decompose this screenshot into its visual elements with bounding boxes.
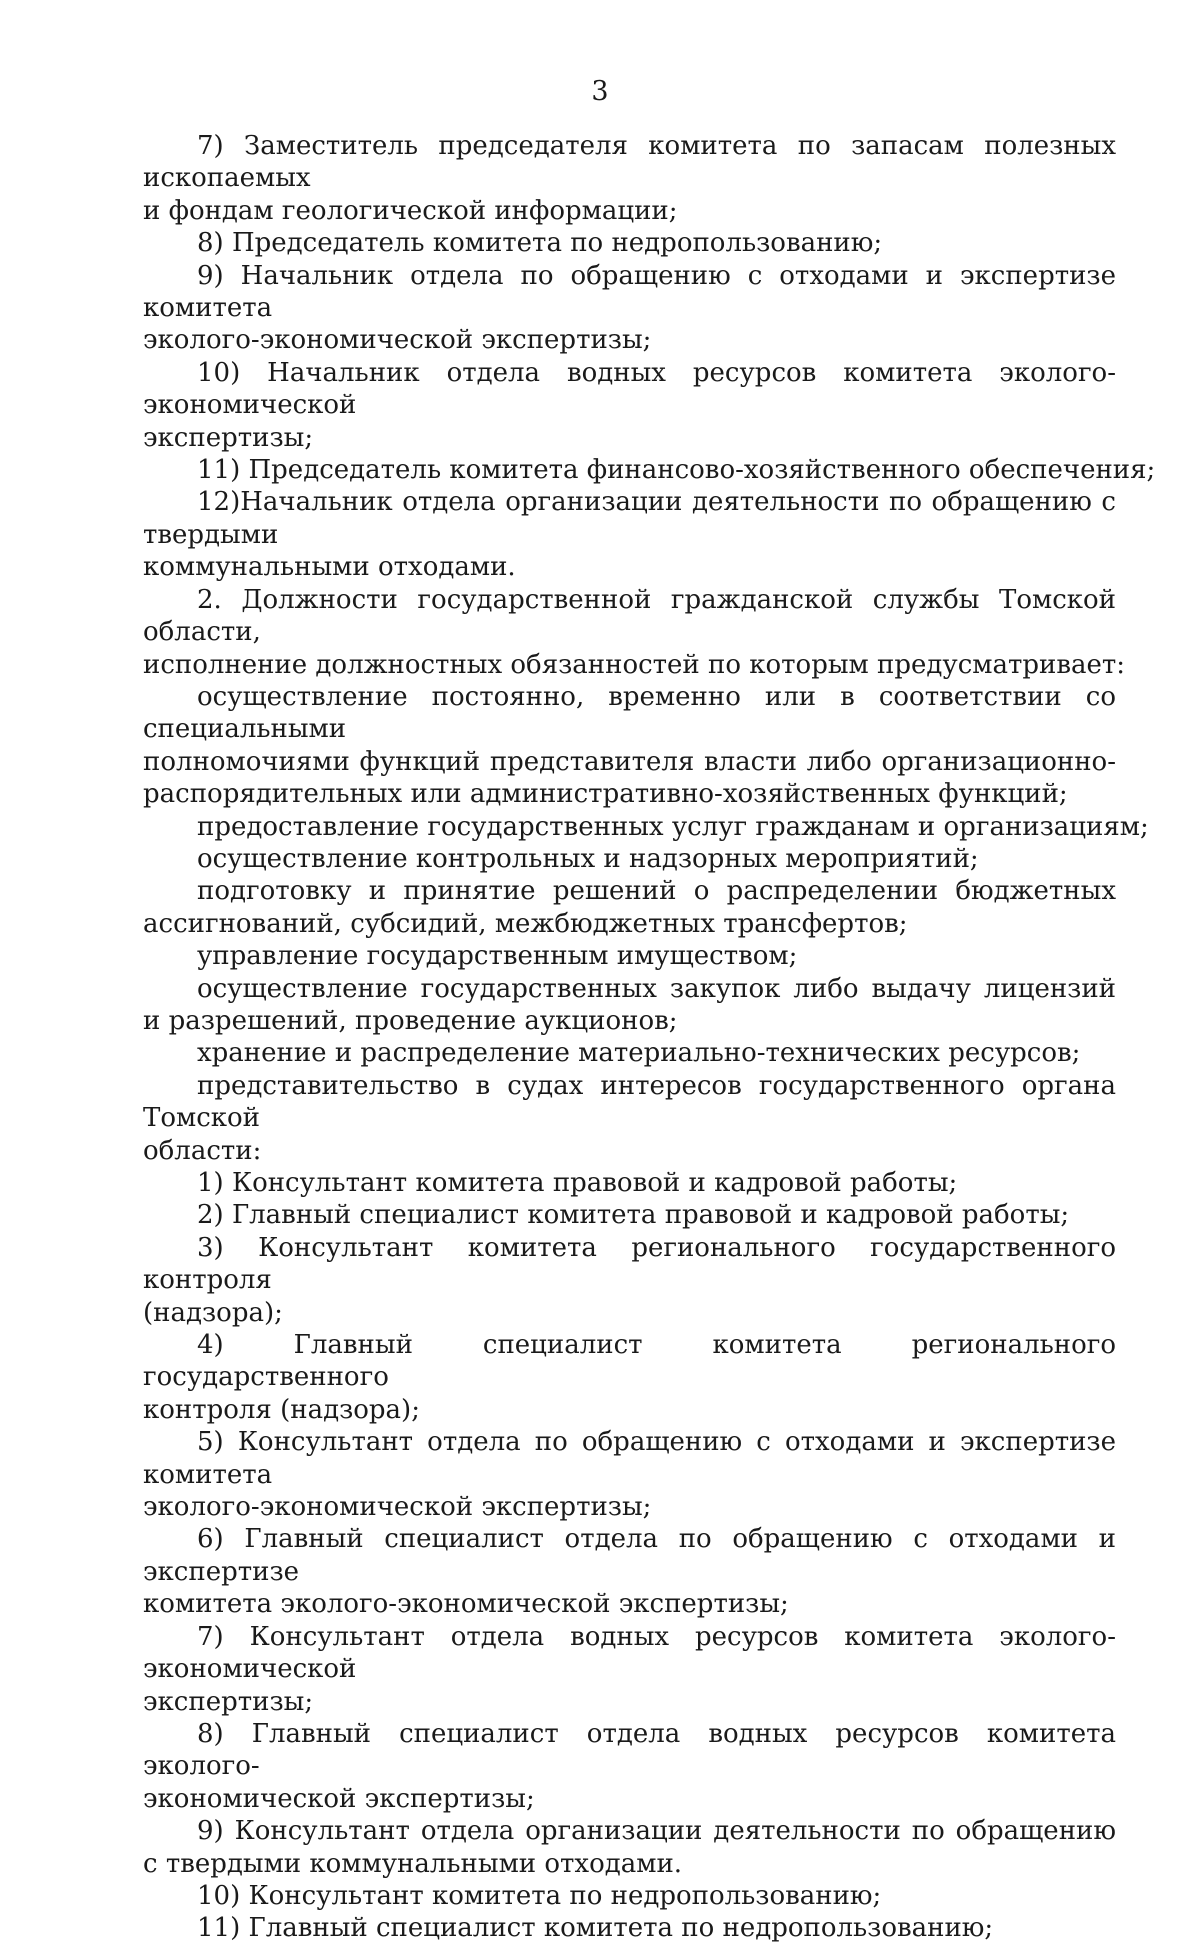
paragraph-line: 2) Главный специалист комитета правовой и кадровой работы;	[197, 1200, 1070, 1231]
paragraph-line: коммунальными отходами.	[143, 552, 516, 583]
paragraph-line: 10) Консультант комитета по недропользованию;	[197, 1880, 882, 1911]
paragraph	[143, 260, 1116, 357]
paragraph-line: контроля (надзора);	[143, 1394, 420, 1425]
paragraph-line: представительство в судах интересов государственного органа Томской	[143, 1070, 1116, 1134]
paragraph-line: 11) Главный специалист комитета по недропользованию;	[197, 1913, 994, 1944]
paragraph	[143, 1329, 1116, 1426]
paragraph-line: с твердыми коммунальными отходами.	[143, 1848, 683, 1879]
paragraph-line: 9) Консультант отдела организации деятельности по обращению	[197, 1816, 1116, 1847]
paragraph-line: 7) Консультант отдела водных ресурсов комитета эколого-экономической	[143, 1621, 1116, 1685]
paragraph-line: 6) Главный специалист отдела по обращению с отходами и экспертизе	[143, 1524, 1116, 1587]
paragraph-line: и разрешений, проведение аукционов;	[143, 1005, 678, 1036]
paragraph-line: экспертизы;	[143, 422, 314, 453]
paragraph	[143, 843, 1116, 875]
paragraph	[143, 1232, 1116, 1329]
paragraph	[143, 1426, 1116, 1523]
paragraph	[143, 1523, 1116, 1620]
paragraph	[143, 875, 1116, 940]
paragraph	[143, 1912, 1116, 1944]
paragraph	[143, 681, 1116, 811]
paragraph-line: 7) Заместитель председателя комитета по запасам полезных ископаемых	[143, 131, 1116, 194]
paragraph-line: экономической экспертизы;	[143, 1783, 535, 1814]
paragraph	[143, 1621, 1116, 1718]
paragraph	[143, 1070, 1116, 1167]
paragraph	[143, 130, 1116, 227]
paragraph-line: осуществление постоянно, временно или в соответствии со специальными	[143, 681, 1116, 745]
paragraph-line: полномочиями функций представителя власти либо организационно-	[143, 746, 1116, 777]
paragraph-line: распорядительных или административно-хозяйственных функций;	[143, 779, 1068, 810]
paragraph-line: предоставление государственных услуг гражданам и организациям;	[197, 811, 1149, 842]
paragraph	[143, 1199, 1116, 1231]
paragraph-line: подготовку и принятие решений о распределении бюджетных	[197, 876, 1116, 907]
paragraph-line: ассигнований, субсидий, межбюджетных трансфертов;	[143, 908, 908, 939]
paragraph	[143, 940, 1116, 972]
paragraph-line: хранение и распределение материально-технических ресурсов;	[197, 1038, 1081, 1069]
paragraph-line: 5) Консультант отдела по обращению с отходами и экспертизе комитета	[143, 1427, 1116, 1490]
paragraph-line: эколого-экономической экспертизы;	[143, 325, 652, 356]
paragraph-line: 12)Начальник отдела организации деятельности по обращению с твердыми	[143, 487, 1116, 550]
paragraph-line: 11) Председатель комитета финансово-хозяйственного обеспечения;	[197, 455, 1156, 486]
paragraph-line: 2. Должности государственной гражданской службы Томской области,	[143, 584, 1116, 648]
paragraph-line: (надзора);	[143, 1297, 283, 1328]
paragraph-line: и фондам геологической информации;	[143, 195, 678, 226]
paragraph	[143, 357, 1116, 454]
page-number: 3	[591, 76, 609, 107]
paragraph	[143, 486, 1116, 583]
paragraph	[143, 1167, 1116, 1199]
paragraph	[143, 1718, 1116, 1815]
paragraph	[143, 227, 1116, 259]
paragraph	[143, 454, 1156, 486]
paragraph	[143, 1037, 1116, 1069]
paragraph-line: 8) Главный специалист отдела водных ресурсов комитета эколого-	[143, 1718, 1116, 1782]
paragraph-line: 4) Главный специалист комитета регионального государственного	[143, 1330, 1116, 1393]
paragraph	[143, 973, 1116, 1038]
paragraph-line: 3) Консультант комитета регионального государственного контроля	[143, 1232, 1116, 1296]
paragraph-line: 10) Начальник отдела водных ресурсов комитета эколого-экономической	[143, 357, 1116, 421]
paragraph-line: исполнение должностных обязанностей по которым предусматривает:	[143, 649, 1126, 680]
paragraph-line: комитета эколого-экономической экспертизы;	[143, 1589, 789, 1620]
paragraph-line: осуществление контрольных и надзорных мероприятий;	[197, 843, 979, 874]
paragraph-line: 1) Консультант комитета правовой и кадровой работы;	[197, 1168, 958, 1198]
paragraph-line: осуществление государственных закупок либо выдачу лицензий	[197, 973, 1116, 1004]
document-body	[143, 130, 1156, 1945]
paragraph-line: области:	[143, 1135, 262, 1166]
paragraph	[143, 1815, 1116, 1880]
paragraph-line: эколого-экономической экспертизы;	[143, 1492, 652, 1523]
paragraph-line: экспертизы;	[143, 1686, 314, 1717]
paragraph	[143, 1880, 1116, 1912]
paragraph-line: 9) Начальник отдела по обращению с отходами и экспертизе комитета	[143, 260, 1116, 324]
paragraph	[143, 811, 1149, 843]
paragraph-line: управление государственным имуществом;	[197, 941, 798, 972]
paragraph-line: 8) Председатель комитета по недропользованию;	[197, 228, 883, 259]
paragraph	[143, 584, 1126, 681]
